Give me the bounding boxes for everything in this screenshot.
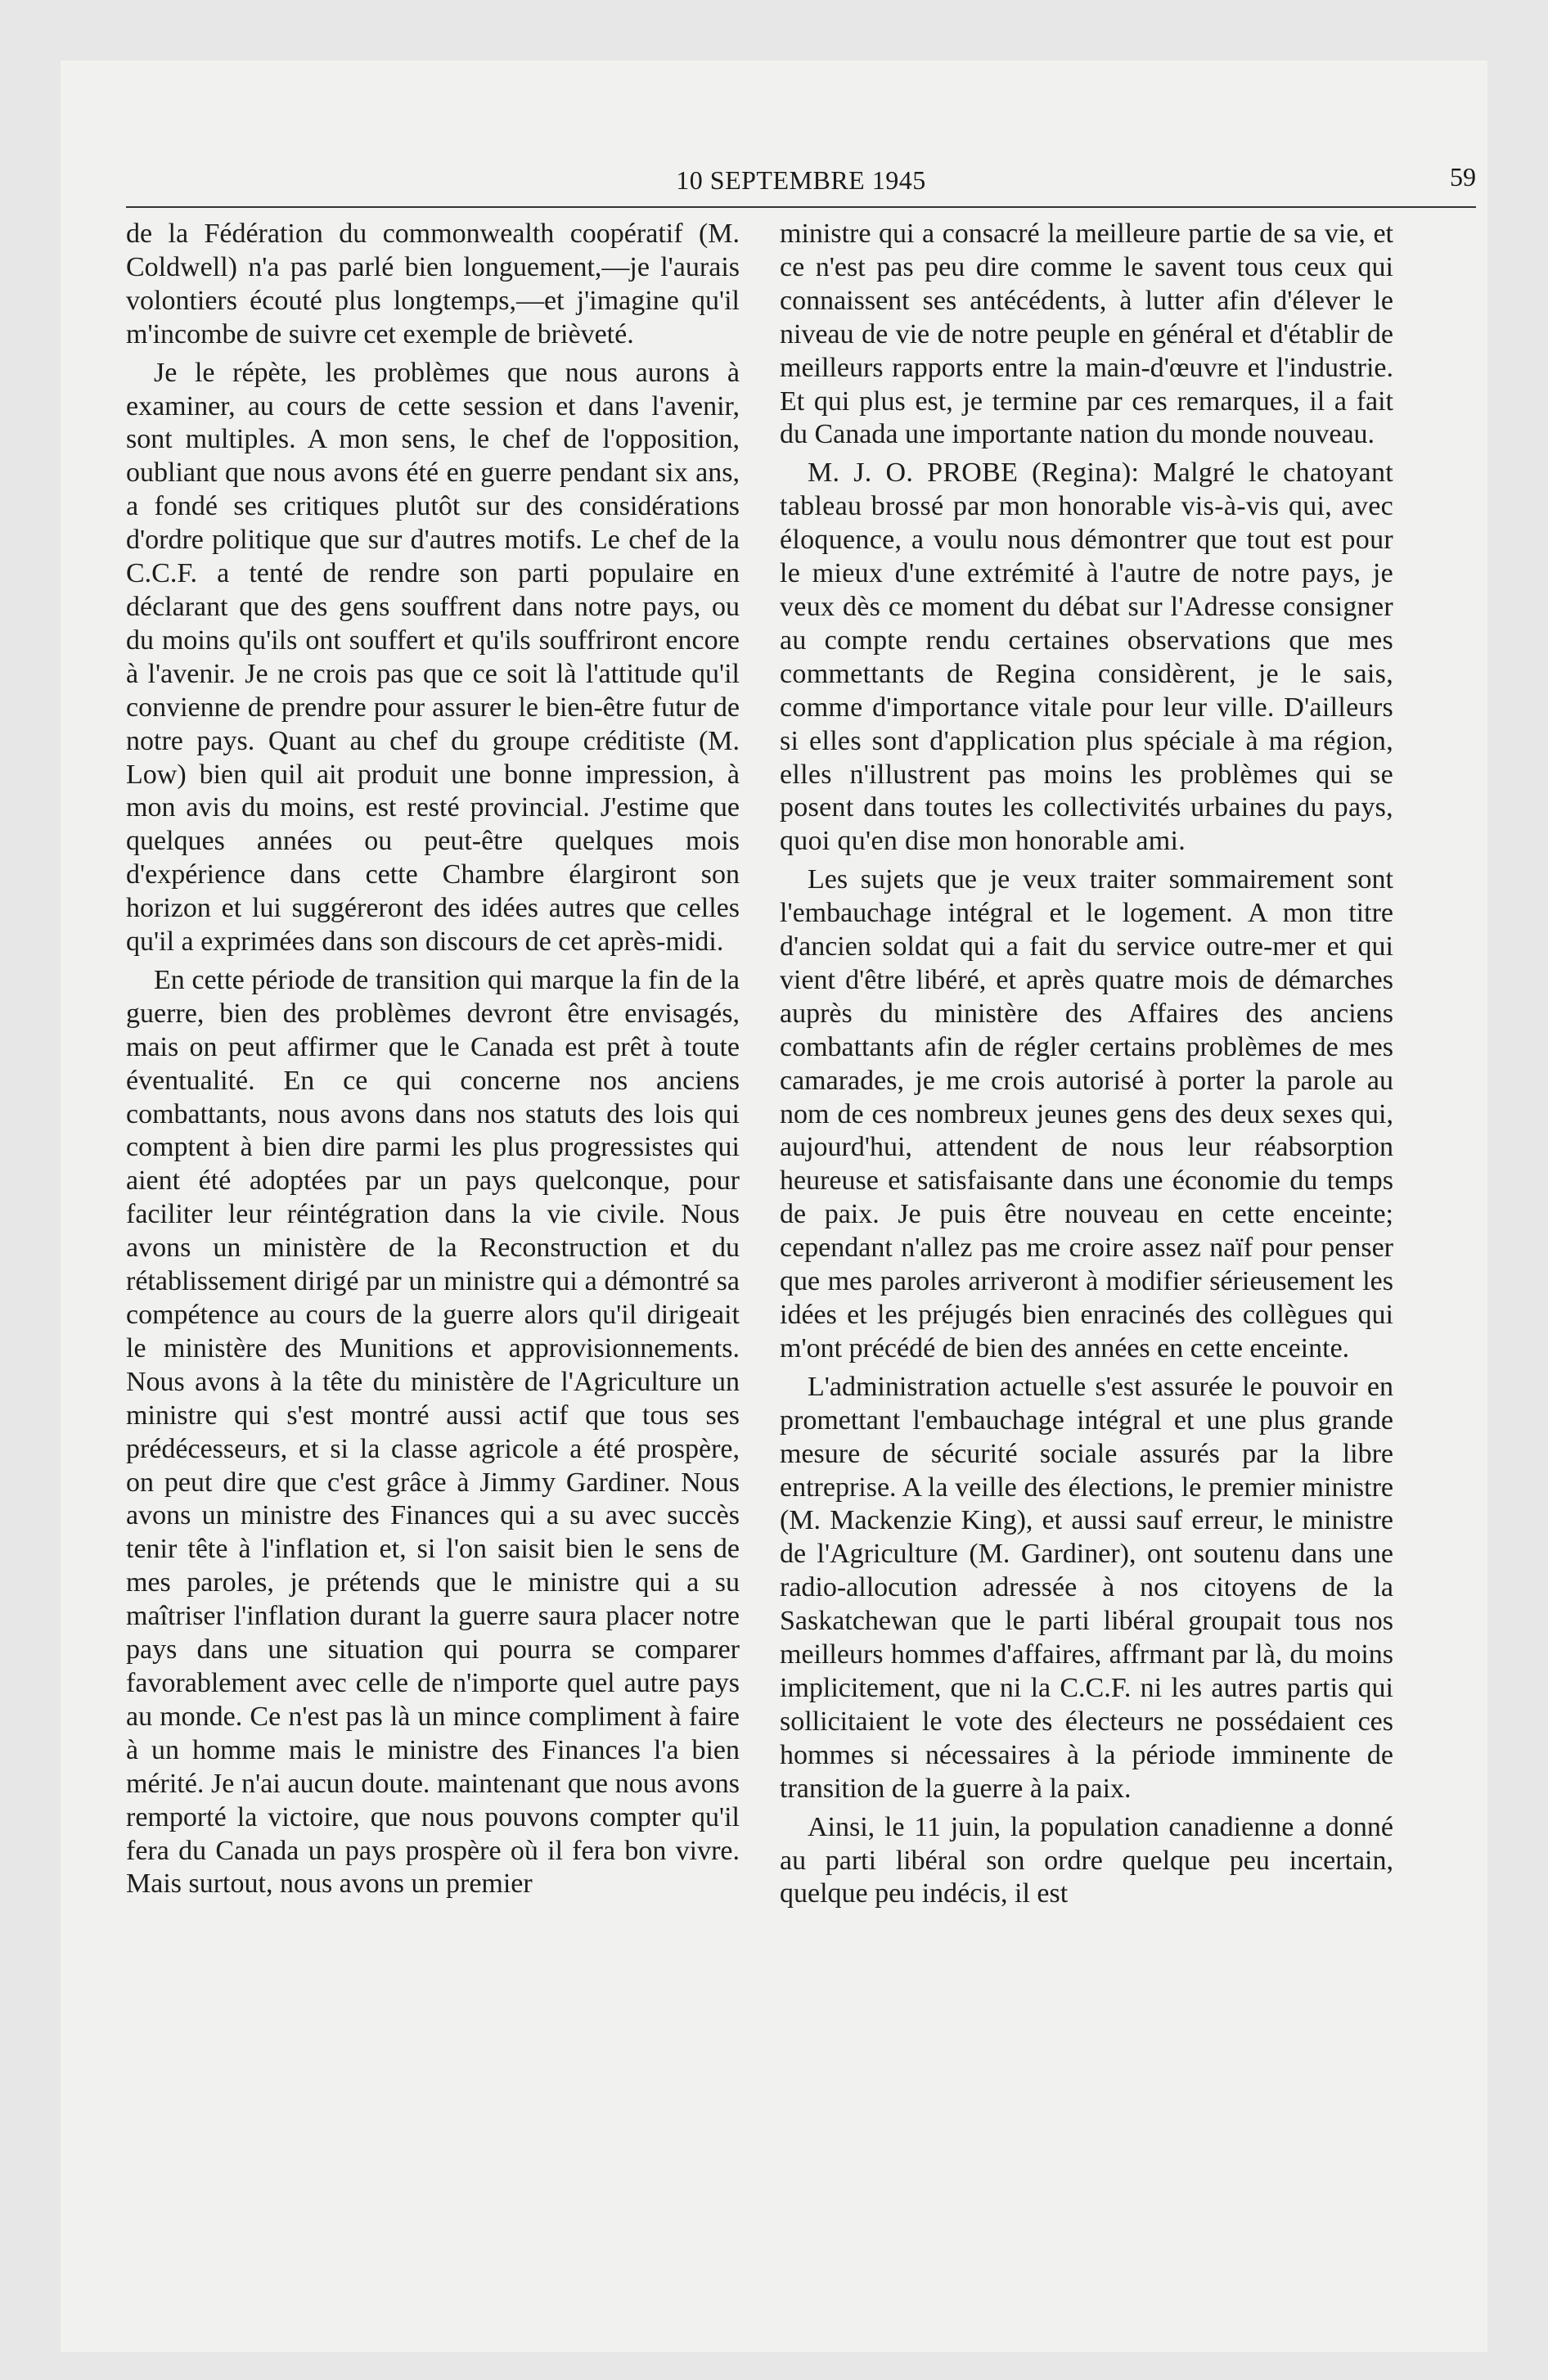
paragraph: L'administration actuelle s'est assurée le pouvoir en promettant l'embauchage intégral et une plus grande mesure de sécurité sociale assurés par la libre entreprise. A la veille des élections, le premier ministre (M. Mackenzie King), et aussi sauf erreur, le ministre de l'Agriculture (M. Gardiner), ont soutenu dans une radio-allocution adressée à nos citoyens de la Saskatchewan que le parti libéral groupait tous nos meilleurs hommes d'affaires, affrmant par là, du moins implicitement, que ni la C.C.F. ni les autres partis qui sollicitaient le vote des électeurs ne possédaient ces hommes si nécessaires à la période imminente de transition de la guerre à la paix. xyxy=(780,1371,1393,1804)
speaker-paragraph: M. J. O. PROBE (Regina): Malgré le chatoyant tableau brossé par mon honorable vis-à-vis qui, avec éloquence, a voulu nous démontrer que tout est pour le mieux d'une extrémité à l'autre de notre pays, je veux dès ce moment du débat sur l'Adresse consigner au compte rendu certaines observations que mes commettants de Regina considèrent, je le sais, comme d'importance vitale pour leur ville. D'ailleurs si elles sont d'application plus spéciale à ma région, elles n'illustrent pas moins les problèmes qui se posent dans toutes les collectivités urbaines du pays, quoi qu'en dise mon honorable ami. xyxy=(780,458,1393,857)
paragraph: Ainsi, le 11 juin, la population canadienne a donné au parti libéral son ordre quelque peu incertain, quelque peu indécis, il est xyxy=(780,1811,1393,1909)
right-column xyxy=(780,218,1393,1916)
header-date: 10 SEPTEMBRE 1945 xyxy=(676,165,926,195)
left-column xyxy=(126,218,740,1906)
paragraph: En cette période de transition qui marque la fin de la guerre, bien des problèmes devront être envisagés, mais on peut affirmer que le Canada est prêt à toute éventualité. En ce qui concerne nos anciens combattants, nous avons dans nos statuts des lois qui comptent à bien dire parmi les plus progressistes qui aient été adoptées par un pays quelconque, pour faciliter leur réintégration dans la vie civile. Nous avons un ministère de la Reconstruction et du rétablissement dirigé par un ministre qui a démontré sa compétence au cours de la guerre alors qu'il dirigeait le ministère des Munitions et approvisionnements. Nous avons à la tête du ministère de l'Agriculture un ministre qui s'est montré aussi actif que tous ses prédécesseurs, et si la classe agricole a été prospère, on peut dire que c'est grâce à Jimmy Gardiner. Nous avons un ministre des Finances qui a su avec succès tenir tête à l'inflation et, si l'on saisit bien le sens de mes paroles, je prétends que le ministre qui a su maîtriser l'inflation durant la guerre saura placer notre pays dans une situation qui pourra se comparer favorablement avec celle de n'importe quel autre pays au monde. Ce n'est pas là un mince compliment à faire à un homme mais le ministre des Finances l'a bien mérité. Je n'ai aucun doute. maintenant que nous avons remporté la victoire, que nous pouvons compter qu'il fera du Canada un pays prospère où il fera bon vivre. Mais surtout, nous avons un premier xyxy=(126,964,740,1900)
header-rule xyxy=(126,206,1476,208)
paragraph: de la Fédération du commonwealth coopératif (M. Coldwell) n'a pas parlé bien longuement,—je l'aurais volontiers écouté plus longtemps,—et j'imagine qu'il m'incombe de suivre cet exemple de brièveté. xyxy=(126,219,740,349)
paragraph: ministre qui a consacré la meilleure partie de sa vie, et ce n'est pas peu dire comme le savent tous ceux qui connaissent ses antécédents, à lutter afin d'élever le niveau de vie de notre peuple en général et d'établir de meilleurs rapports entre la main-d'œuvre et l'industrie. Et qui plus est, je termine par ces remarques, il a fait du Canada une importante nation du monde nouveau. xyxy=(780,219,1393,450)
document-page xyxy=(61,61,1487,2352)
page-number: 59 xyxy=(1450,162,1476,192)
paragraph: Les sujets que je veux traiter sommairement sont l'embauchage intégral et le logement. A mon titre d'ancien soldat qui a fait du service outre-mer et qui vient d'être libéré, et après quatre mois de démarches auprès du ministère des Affaires des anciens combattants afin de régler certains problèmes de mes camarades, je me crois autorisé à porter la parole au nom de ces nombreux jeunes gens des deux sexes qui, aujourd'hui, attendent de nous leur réabsorption heureuse et satisfaisante dans une économie du temps de paix. Je puis être nouveau en cette enceinte; cependant n'allez pas me croire assez naïf pour penser que mes paroles arriveront à modifier sérieusement les idées et les préjugés bien enracinés des collègues qui m'ont précédé de bien des années en cette enceinte. xyxy=(780,864,1393,1364)
paragraph: Je le répète, les problèmes que nous aurons à examiner, au cours de cette session et dans l'avenir, sont multiples. A mon sens, le chef de l'opposition, oubliant que nous avons été en guerre pendant six ans, a fondé ses critiques plutôt sur des considérations d'ordre politique que sur d'autres motifs. Le chef de la C.C.F. a tenté de rendre son parti populaire en déclarant que des gens souffrent dans notre pays, ou du moins qu'ils ont souffert et qu'ils souffriront encore à l'avenir. Je ne crois pas que ce soit là l'attitude qu'il convienne de prendre pour assurer le bien-être futur de notre pays. Quant au chef du groupe créditiste (M. Low) bien quil ait produit une bonne impression, à mon avis du moins, est resté provincial. J'estime que quelques années ou peut-être quelques mois d'expérience dans cette Chambre élargiront son horizon et lui suggéreront des idées autres que celles qu'il a exprimées dans son discours de cet après-midi. xyxy=(126,357,740,958)
page-header xyxy=(126,157,1476,206)
